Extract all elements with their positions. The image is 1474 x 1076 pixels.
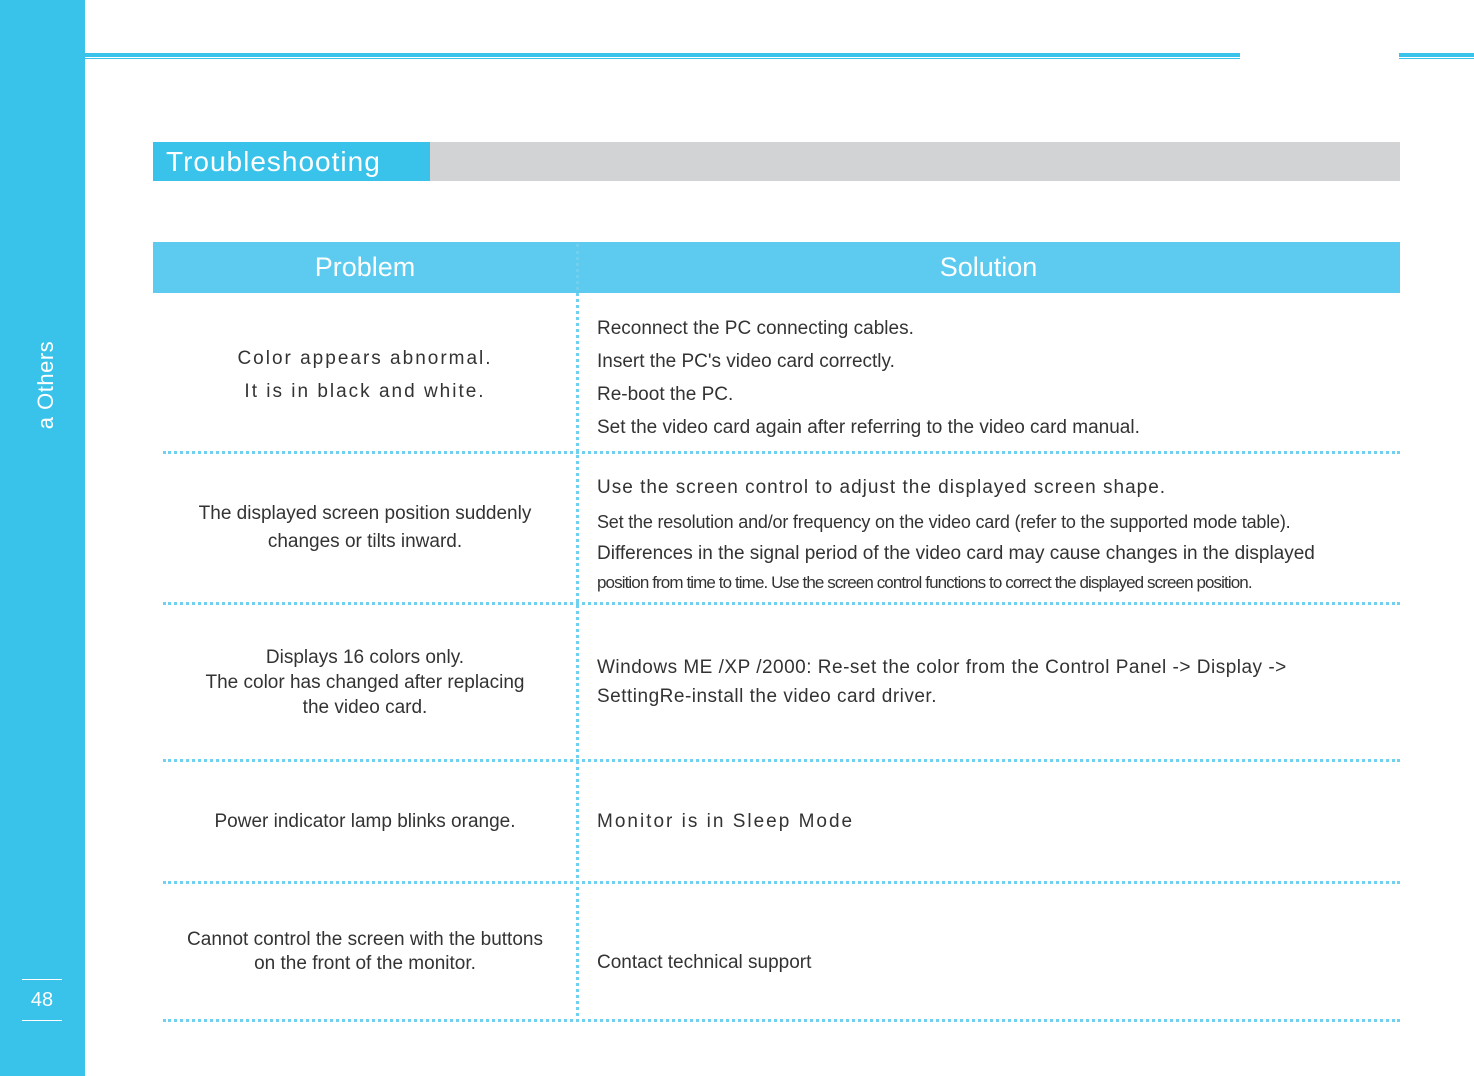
solution-text: Use the screen control to adjust the displayed screen shape. <box>597 477 1167 498</box>
column-header-problem: Problem <box>314 252 416 282</box>
solution-text: Windows ME /XP /2000: Re-set the color from the Control Panel -> Display -> <box>597 657 1287 678</box>
solution-text: Set the resolution and/or frequency on the video card (refer to the supported mode table). <box>597 512 1291 532</box>
table-header <box>153 242 1400 293</box>
top-rule-right <box>1399 53 1474 57</box>
problem-cell <box>153 885 577 1018</box>
column-header-solution: Solution <box>939 252 1038 282</box>
row-divider <box>163 759 1400 762</box>
solution-text: Contact technical support <box>597 952 812 973</box>
problem-text: It is in black and white. <box>244 381 486 402</box>
problem-cell <box>153 606 577 758</box>
row-divider <box>163 451 1400 454</box>
top-rule <box>85 53 1240 57</box>
sidebar <box>0 0 85 1076</box>
row-divider <box>163 881 1400 884</box>
problem-text: on the front of the monitor. <box>254 952 476 974</box>
problem-text: changes or tilts inward. <box>267 531 463 552</box>
solution-cell <box>597 310 1397 445</box>
problem-text: the video card. <box>302 696 428 718</box>
solution-text: Differences in the signal period of the video card may cause changes in the displayed <box>597 543 1315 564</box>
solution-text: Insert the PC's video card correctly. <box>597 350 895 372</box>
problem-text: The color has changed after replacing <box>205 671 525 693</box>
solution-text: Monitor is in Sleep Mode <box>597 811 855 832</box>
solution-text: Set the video card again after referring to the video card manual. <box>597 416 1140 438</box>
page-title: Troubleshooting <box>153 142 430 181</box>
row-divider <box>163 602 1400 605</box>
page-number <box>22 979 62 1021</box>
problem-cell <box>153 763 577 880</box>
solution-text: Re-boot the PC. <box>597 383 734 405</box>
solution-cell <box>597 885 1397 1040</box>
section-label: a Others <box>33 340 58 430</box>
page-number-text: 48 <box>30 988 54 1011</box>
top-rule-thin <box>85 58 1240 59</box>
problem-cell <box>153 300 577 450</box>
solution-cell <box>597 606 1397 758</box>
problem-cell <box>153 455 577 601</box>
title-bar <box>153 142 1400 181</box>
top-rule-right-thin <box>1399 58 1474 59</box>
problem-text: The displayed screen position suddenly <box>198 503 532 524</box>
solution-text: Reconnect the PC connecting cables. <box>597 317 914 339</box>
problem-text: Color appears abnormal. <box>237 348 493 369</box>
problem-text: Power indicator lamp blinks orange. <box>214 811 516 832</box>
solution-text: position from time to time. Use the screen control functions to correct the displayed screen position. <box>597 573 1252 592</box>
problem-text: Displays 16 colors only. <box>265 646 465 668</box>
solution-cell <box>597 467 1397 601</box>
solution-cell <box>597 763 1397 880</box>
problem-text: Cannot control the screen with the buttons <box>187 928 543 950</box>
solution-text: SettingRe-install the video card driver. <box>597 686 937 707</box>
